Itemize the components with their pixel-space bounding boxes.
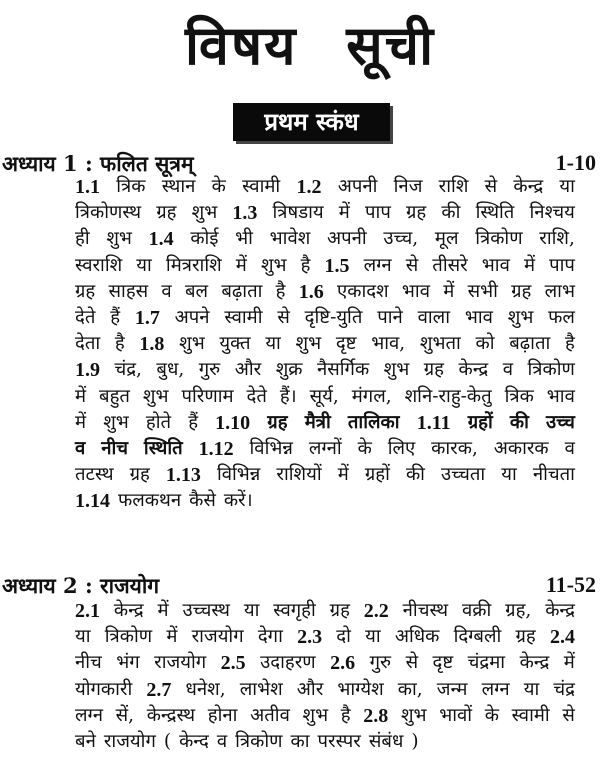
word: शुभ xyxy=(103,411,129,433)
section-number: 2.2 xyxy=(363,600,389,622)
contents-line xyxy=(75,200,575,226)
section-number: 1.10 xyxy=(215,411,251,434)
contents-line xyxy=(75,305,575,331)
word: या xyxy=(559,176,575,197)
word: सूर्य, xyxy=(309,385,339,407)
word: मित्रराशि xyxy=(165,254,222,276)
word: दृष्ट xyxy=(432,652,454,674)
word: शनि-राहु-केतु xyxy=(404,385,492,407)
word: एकादश xyxy=(337,280,389,302)
word: स्थिति xyxy=(143,437,183,459)
page-title: विषय सूची xyxy=(184,13,436,77)
word: राशियों xyxy=(276,464,322,486)
section-number: 2.1 xyxy=(75,600,100,622)
word: शुभ xyxy=(302,704,329,726)
section-number: 1.6 xyxy=(298,280,324,303)
contents-line xyxy=(75,279,575,305)
word: ग्रह xyxy=(511,280,532,302)
word: ही xyxy=(75,228,90,250)
word: अकारक xyxy=(493,437,549,459)
word: तीसरे xyxy=(432,254,468,276)
section-number: 2.6 xyxy=(330,652,356,675)
word: बहुत xyxy=(99,385,130,407)
chapter-title: अध्याय 2 : राजयोग xyxy=(2,573,160,598)
word: मूल xyxy=(434,228,459,250)
word: उच्च xyxy=(546,411,575,433)
word: संबंध xyxy=(368,730,404,752)
word: है xyxy=(114,333,125,355)
word: के xyxy=(357,437,372,459)
contents-line xyxy=(75,624,575,650)
word: की xyxy=(405,464,425,486)
contents-line xyxy=(75,226,575,252)
word: शुक्र xyxy=(275,359,303,381)
word: या xyxy=(136,254,152,276)
word: है xyxy=(300,254,311,276)
word: केन्द्रस्थ xyxy=(146,704,196,726)
word: की xyxy=(509,411,529,433)
contents-line xyxy=(75,462,575,488)
word: पाप xyxy=(365,202,391,224)
section-number: 2.4 xyxy=(549,626,575,649)
word: अधिक xyxy=(394,626,440,648)
word: सें, xyxy=(115,704,135,726)
contents-line xyxy=(75,650,575,676)
word: शुभ xyxy=(179,333,205,355)
word: देते xyxy=(75,306,96,328)
word: व xyxy=(75,437,86,459)
word: त्रिकोण xyxy=(527,359,575,381)
chapter-2-heading xyxy=(2,572,596,600)
word: दिग्बली xyxy=(453,626,502,648)
word: ग्रहों xyxy=(364,464,390,486)
word: शुभ xyxy=(507,306,534,328)
word: से xyxy=(405,652,419,674)
word: या xyxy=(501,464,517,486)
word: देते xyxy=(246,385,267,407)
word: होना xyxy=(207,704,238,726)
contents-line xyxy=(75,729,575,755)
word: चंद्रमा xyxy=(467,652,506,674)
contents-line xyxy=(75,436,575,462)
word: केन्द xyxy=(179,730,209,752)
chapter-page-range: 11-52 xyxy=(545,572,596,597)
section-number: 1.4 xyxy=(148,228,174,251)
word: भावेश xyxy=(269,228,311,250)
word: त्रिकोण xyxy=(235,730,283,752)
contents-line xyxy=(75,703,575,729)
word: साहस xyxy=(108,280,149,302)
word: उदाहरण xyxy=(260,652,316,674)
word: केन्द्र xyxy=(513,176,544,197)
word: वाला xyxy=(417,306,451,328)
word: है xyxy=(275,280,286,302)
word: शुभ xyxy=(400,704,427,726)
contents-line xyxy=(75,488,575,514)
chapter-1-contents xyxy=(75,174,575,514)
word: से xyxy=(484,176,498,197)
word: के xyxy=(211,176,226,197)
word: या xyxy=(523,678,540,700)
word: फलकथन xyxy=(118,490,182,512)
word: गुरु xyxy=(198,359,221,381)
word: ( xyxy=(163,730,172,752)
section-number: 1.3 xyxy=(232,202,258,225)
word: राशि xyxy=(438,176,469,197)
word: ग्रह, xyxy=(505,600,532,621)
word: भाव xyxy=(464,306,493,328)
word: से xyxy=(562,704,575,726)
word: स्वामी xyxy=(242,176,281,197)
word: स्वराशि xyxy=(75,254,123,276)
word: शुभ xyxy=(142,385,169,407)
chapter-title: अध्याय 1 : फलित सूत्रम् xyxy=(2,151,194,176)
word: त्रिक xyxy=(504,385,534,407)
word: धनेश, xyxy=(185,678,226,700)
word: नीचता xyxy=(532,464,575,486)
section-number: 1.13 xyxy=(165,464,201,487)
word: लग्न xyxy=(481,678,510,700)
word: मैत्री xyxy=(304,411,331,433)
word: ग्रह xyxy=(156,202,177,224)
word: नीच xyxy=(75,652,102,674)
contents-line xyxy=(75,331,575,357)
word: में xyxy=(75,411,87,433)
word: शुभ xyxy=(106,228,132,250)
word: में xyxy=(523,254,536,276)
word: है xyxy=(565,333,575,355)
contents-line xyxy=(75,410,575,436)
word: सभी xyxy=(467,280,498,302)
word: शुभ xyxy=(260,254,287,276)
word: में xyxy=(75,385,87,407)
word: या xyxy=(265,333,281,355)
word: त्रिकोण xyxy=(475,228,523,250)
section-number: 2.7 xyxy=(146,678,172,701)
word: ग्रह xyxy=(423,359,444,381)
word: शुभ xyxy=(383,359,410,381)
word: परिणाम xyxy=(181,385,234,407)
word: में xyxy=(563,652,575,674)
word: ) xyxy=(411,730,419,752)
word: बढ़ाता xyxy=(509,333,551,355)
word: युक्त xyxy=(219,333,251,355)
word: उच्च, xyxy=(383,228,419,250)
word: ग्रह xyxy=(267,411,288,433)
word: स्थिति xyxy=(475,202,515,224)
section-number: 1.12 xyxy=(198,437,234,460)
section-number: 2.5 xyxy=(220,652,246,675)
word: देता xyxy=(75,333,101,355)
word: चंद्र, xyxy=(114,359,142,381)
word: या xyxy=(365,626,381,648)
word: त्रिषडाय xyxy=(272,202,324,224)
word: व xyxy=(564,437,575,459)
word: राजयोग xyxy=(191,626,244,648)
word: कैसे xyxy=(189,490,216,512)
word: नीच xyxy=(101,437,129,459)
word: जन्म xyxy=(436,678,468,700)
word: भाव xyxy=(546,385,575,407)
word: फल xyxy=(548,306,575,328)
word: के xyxy=(484,704,499,726)
word: बढ़ाता xyxy=(221,280,263,302)
word: स्वगृही xyxy=(273,600,316,621)
word: स्वामी xyxy=(511,704,550,726)
word: लिए xyxy=(387,437,416,459)
word: केन्द्र xyxy=(545,600,575,621)
section-number: 1.11 xyxy=(416,411,451,434)
word: में xyxy=(337,464,349,486)
word: मंगल, xyxy=(351,385,392,407)
word: बुध, xyxy=(156,359,185,381)
word: भंग xyxy=(116,652,140,674)
word: अतीव xyxy=(250,704,290,726)
word: और xyxy=(234,359,262,381)
word: से xyxy=(277,306,290,328)
word: तालिका xyxy=(347,411,400,433)
word: राजयोग xyxy=(154,652,207,674)
word: ग्रह xyxy=(406,202,427,224)
word: में xyxy=(157,600,169,621)
word: भाव xyxy=(481,254,510,276)
word: नैसर्गिक xyxy=(316,359,370,381)
word: विभिन्न xyxy=(249,437,293,459)
word: भावों xyxy=(439,704,473,726)
word: की xyxy=(441,202,461,224)
contents-line xyxy=(75,677,575,703)
word: ग्रह xyxy=(329,600,350,621)
word: निश्चय xyxy=(529,202,575,224)
word: निज xyxy=(393,176,423,197)
word: लाभ xyxy=(544,280,575,302)
word: में xyxy=(338,202,350,224)
word: लग्न xyxy=(363,254,392,276)
word: में xyxy=(166,626,178,648)
word: हैं xyxy=(188,411,199,433)
part-heading: प्रथम स्कंध xyxy=(233,103,390,141)
word: ग्रहों xyxy=(467,411,493,433)
word: बल xyxy=(184,280,209,302)
word: परस्पर xyxy=(317,730,361,752)
word: ग्रह xyxy=(515,626,536,648)
section-number: 1.1 xyxy=(75,176,100,198)
word: उच्चस्थ xyxy=(182,600,230,621)
contents-line xyxy=(75,253,575,279)
word: अपने xyxy=(174,306,210,328)
chapter-page-range: 1-10 xyxy=(555,150,596,175)
word: अपनी xyxy=(327,228,367,250)
word: शुभ xyxy=(295,333,322,355)
word: लग्नों xyxy=(308,437,342,459)
word: व xyxy=(216,730,228,752)
section-number: 2.3 xyxy=(297,626,323,649)
contents-line xyxy=(75,384,575,410)
contents-line xyxy=(75,174,575,200)
word: दृष्ट xyxy=(335,333,357,355)
word: त्रिक xyxy=(116,176,146,197)
word: राजयोग xyxy=(103,730,156,752)
word: को xyxy=(475,333,495,355)
word: चंद्र xyxy=(553,678,575,700)
contents-line xyxy=(75,357,575,383)
word: व xyxy=(502,359,514,381)
word: दो xyxy=(336,626,351,648)
word: योगकारी xyxy=(75,678,133,700)
word: केन्द्र xyxy=(519,652,550,674)
word: हैं xyxy=(110,306,121,328)
contents-line xyxy=(75,598,575,624)
chapter-2-contents xyxy=(75,598,575,755)
word: स्थान xyxy=(161,176,196,197)
word: देगा xyxy=(257,626,283,648)
word: शुभता xyxy=(419,333,461,355)
word: में xyxy=(443,280,455,302)
word: स्वामी xyxy=(224,306,263,328)
section-number: 1.2 xyxy=(296,176,322,198)
word: लाभेश xyxy=(239,678,283,700)
section-number: 1.14 xyxy=(75,490,110,513)
word: से xyxy=(405,254,419,276)
word: केन्द्र xyxy=(113,600,144,621)
word: शुभ xyxy=(191,202,218,224)
word: भी xyxy=(235,228,253,250)
word: वक्री xyxy=(462,600,492,621)
word: दृष्टि-युति xyxy=(304,306,363,328)
word: केन्द्र xyxy=(458,359,489,381)
word: भाव xyxy=(401,280,430,302)
word: में xyxy=(235,254,247,276)
word: त्रिकोण xyxy=(104,626,153,648)
word: त्रिकोणस्थ xyxy=(75,202,142,224)
word: कारक, xyxy=(431,437,478,459)
word: कोई xyxy=(190,228,219,250)
word: या xyxy=(75,626,91,648)
word: का xyxy=(290,730,310,752)
word: व xyxy=(161,280,172,302)
section-number: 1.8 xyxy=(139,333,165,356)
word: या xyxy=(243,600,260,621)
word: का, xyxy=(397,678,423,700)
section-number: 1.9 xyxy=(75,359,100,382)
word: भाव, xyxy=(371,333,406,355)
word: पाने xyxy=(377,306,403,328)
word: राशि, xyxy=(539,228,575,250)
word: गुरु xyxy=(369,652,392,674)
word: पाप xyxy=(549,254,575,276)
section-number: 2.8 xyxy=(363,704,389,727)
word: ग्रह xyxy=(75,280,96,302)
word: अपनी xyxy=(337,176,378,197)
word: बने xyxy=(75,730,96,752)
word: है xyxy=(340,704,351,726)
word: होते xyxy=(145,411,172,433)
word: भाग्येश xyxy=(337,678,384,700)
word: ग्रह xyxy=(129,464,150,486)
word: हैं। xyxy=(279,385,297,407)
word: विभिन्न xyxy=(216,464,261,486)
section-number: 1.7 xyxy=(134,306,160,329)
section-number: 1.5 xyxy=(324,254,350,277)
word: तटस्थ xyxy=(75,464,114,486)
word: उच्चता xyxy=(441,464,486,486)
word: और xyxy=(296,678,324,700)
word: करें। xyxy=(223,490,253,512)
word: लग्न xyxy=(75,704,104,726)
word: नीचस्थ xyxy=(402,600,449,621)
